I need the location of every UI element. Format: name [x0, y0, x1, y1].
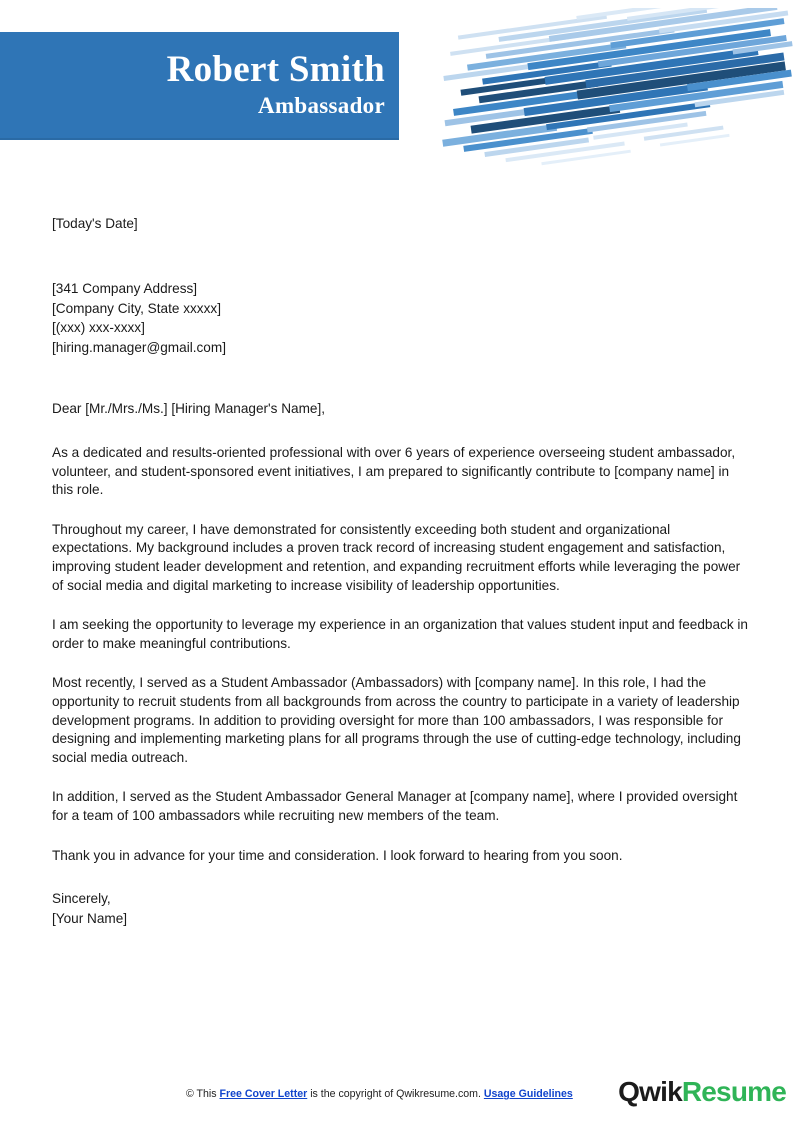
body-paragraph: Throughout my career, I have demonstrated for consistently exceeding both student and organizational expectations. My background includes a proven track record of increasing student engagement and satisfaction, improving student leader development and retention, and expanding recruitment efforts while leveraging the power of social media and digital marketing to increase visibility of leadership opportunities.: [52, 521, 741, 593]
body-paragraph: I am seeking the opportunity to leverage my experience in an organization that values student input and feedback in order to make meaningful contributions.: [52, 617, 748, 651]
recipient-address-block: [52, 279, 752, 357]
qwikresume-logo[interactable]: [618, 1076, 786, 1108]
copyright-prefix: © This: [186, 1088, 220, 1100]
copyright-notice: [186, 1087, 573, 1101]
body-paragraph: In addition, I served as the Student Ambassador General Manager at [company name], where I provided oversight for a team of 100 ambassadors while recruiting new members of the team.: [52, 789, 738, 823]
abstract-streaks-decoration-icon: [437, 8, 797, 173]
signature-name: [Your Name]: [52, 910, 128, 926]
body-paragraph: Most recently, I served as a Student Ambassador (Ambassadors) with [company name]. In this role, I had the opportunity to recruit students from all backgrounds from across the country to participate in a variety of leadership development programs. In addition to providing oversight for more than 100 ambassadors, I was responsible for designing and implementing marketing plans for all programs through the use of cutting-edge technology, including social media outreach.: [52, 675, 741, 765]
salutation: Dear [Mr./Mrs./Ms.] [Hiring Manager's Name],: [52, 401, 326, 416]
page-title: Robert Smith: [166, 49, 385, 90]
closing-salutation: Sincerely,: [52, 891, 111, 907]
logo-text-resume: Resume: [681, 1076, 786, 1107]
body-paragraph: Thank you in advance for your time and consideration. I look forward to hearing from you soon.: [52, 847, 623, 863]
date-line: [Today's Date]: [52, 216, 138, 231]
cover-letter-body: [52, 214, 752, 928]
name-banner: [0, 32, 399, 140]
recipient-email: [hiring.manager@gmail.com]: [52, 339, 226, 355]
copyright-middle: is the copyright of Qwikresume.com.: [307, 1088, 484, 1100]
closing-block: [52, 889, 752, 928]
document-header: [0, 0, 800, 185]
recipient-city-state: [Company City, State xxxxx]: [52, 300, 221, 316]
usage-guidelines-link[interactable]: Usage Guidelines: [483, 1088, 573, 1100]
document-footer: [0, 1061, 800, 1131]
job-title: Ambassador: [258, 93, 385, 118]
recipient-phone: [(xxx) xxx-xxxx]: [52, 320, 145, 335]
free-cover-letter-link[interactable]: Free Cover Letter: [219, 1088, 308, 1100]
logo-text-qwik: Qwik: [618, 1076, 682, 1107]
recipient-street: [341 Company Address]: [52, 281, 198, 296]
body-paragraph: As a dedicated and results-oriented professional with over 6 years of experience overseeing student ambassador, volunteer, and student-sponsored event initiatives, I am prepared to significantly contribute to [company name] in this role.: [52, 445, 736, 498]
